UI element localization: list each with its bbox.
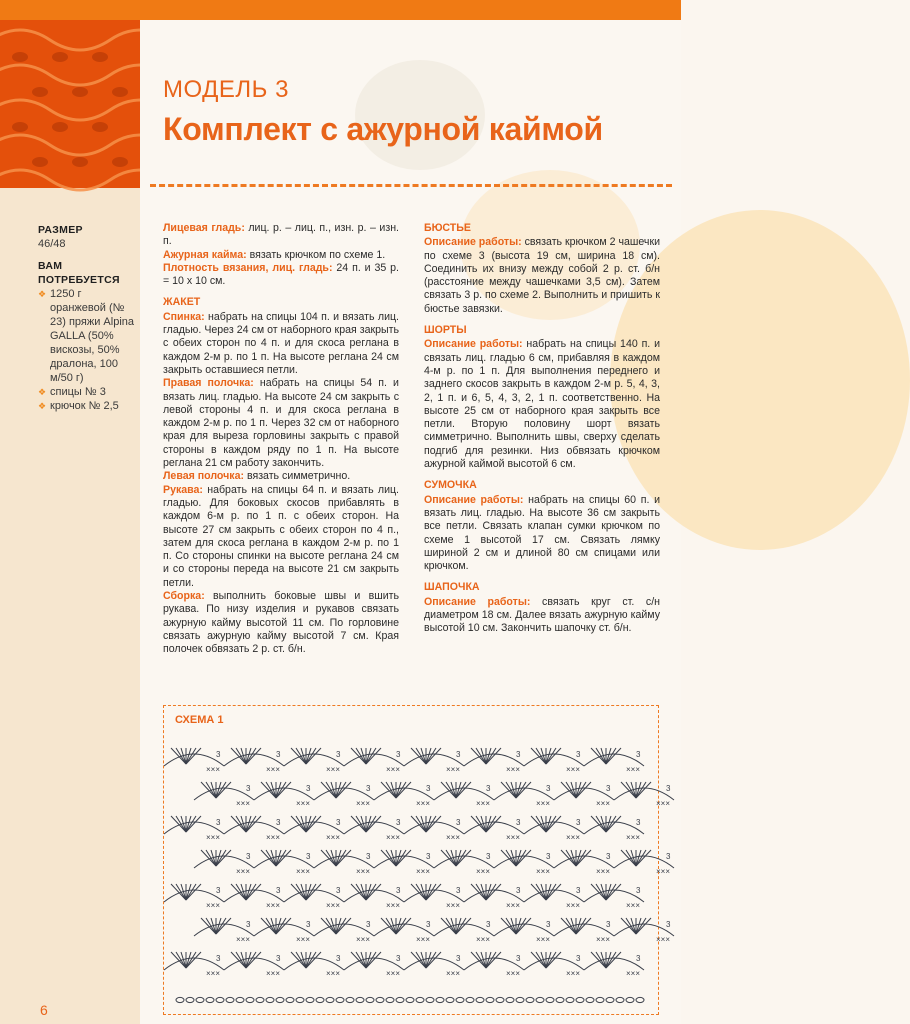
term: Рукава: <box>163 483 203 496</box>
text: 24 п. и 35 р. = 10 х 10 см. <box>163 261 400 288</box>
svg-text:×××: ××× <box>326 765 341 774</box>
term: Описание работы: <box>424 338 523 351</box>
crochet-chart <box>163 705 671 1015</box>
svg-text:3: 3 <box>276 818 281 827</box>
svg-text:×××: ××× <box>386 765 401 774</box>
svg-text:3: 3 <box>216 886 221 895</box>
svg-text:3: 3 <box>666 920 671 929</box>
svg-text:×××: ××× <box>626 765 641 774</box>
svg-text:3: 3 <box>276 886 281 895</box>
svg-text:3: 3 <box>546 920 551 929</box>
svg-text:3: 3 <box>636 886 641 895</box>
svg-text:3: 3 <box>606 784 611 793</box>
text: набрать на спицы 60 п. и вязать лиц. гладью. На высоте 36 см закрыть все петли. Связать клапан сумки крючком по схеме 1 высотой 17 см. Связать лямку шириной 2 см и длиной 80 см спицами или крючком. <box>424 493 661 573</box>
svg-text:3: 3 <box>216 818 221 827</box>
svg-text:3: 3 <box>306 920 311 929</box>
svg-text:3: 3 <box>396 750 401 759</box>
term: Спинка: <box>163 310 205 323</box>
term: Описание работы: <box>424 236 522 249</box>
svg-text:×××: ××× <box>326 901 341 910</box>
text: выполнить боковые швы и вшить рукава. По низу изделия и рукавов связать ажурную кайму высотой 11 см. По горловине связать ажурную кайму высотой 7 см. Края полочек обвязать 2 р. ст. б/н. <box>163 590 399 656</box>
paragraph <box>163 377 399 470</box>
svg-text:3: 3 <box>546 852 551 861</box>
materials-item: ❖ крючок № 2,5 <box>38 399 138 413</box>
svg-text:×××: ××× <box>206 901 221 910</box>
needed-label: ВАМ <box>38 260 63 272</box>
paragraph <box>163 484 399 590</box>
model-number: МОДЕЛЬ 3 <box>163 76 289 103</box>
svg-text:3: 3 <box>576 750 581 759</box>
svg-text:3: 3 <box>486 784 491 793</box>
svg-text:3: 3 <box>336 750 341 759</box>
svg-text:×××: ××× <box>596 799 611 808</box>
svg-text:3: 3 <box>336 954 341 963</box>
svg-text:×××: ××× <box>446 833 461 842</box>
svg-text:×××: ××× <box>626 969 641 978</box>
svg-text:×××: ××× <box>416 867 431 876</box>
svg-text:3: 3 <box>516 886 521 895</box>
svg-text:×××: ××× <box>236 799 251 808</box>
section-heading: ШОРТЫ <box>424 324 467 337</box>
svg-text:×××: ××× <box>596 935 611 944</box>
page-number: 6 <box>40 1002 48 1018</box>
svg-text:3: 3 <box>396 886 401 895</box>
svg-text:×××: ××× <box>386 969 401 978</box>
term: Описание работы: <box>424 493 524 506</box>
paragraph <box>163 262 399 289</box>
svg-text:3: 3 <box>606 920 611 929</box>
svg-text:3: 3 <box>576 954 581 963</box>
section-heading: БЮСТЬЕ <box>424 222 471 234</box>
svg-text:×××: ××× <box>416 935 431 944</box>
svg-text:×××: ××× <box>656 867 671 876</box>
svg-text:3: 3 <box>216 954 221 963</box>
svg-text:3: 3 <box>456 886 461 895</box>
paragraph <box>163 590 399 656</box>
svg-text:3: 3 <box>606 852 611 861</box>
svg-text:×××: ××× <box>446 969 461 978</box>
svg-text:×××: ××× <box>566 901 581 910</box>
svg-text:×××: ××× <box>206 969 221 978</box>
svg-text:3: 3 <box>516 954 521 963</box>
svg-text:×××: ××× <box>266 969 281 978</box>
page-title: Комплект с ажурной каймой <box>163 111 603 147</box>
needed-label: ПОТРЕБУЕТСЯ <box>38 274 120 286</box>
paragraph <box>163 249 399 262</box>
paragraph <box>163 311 399 377</box>
svg-text:×××: ××× <box>356 935 371 944</box>
svg-text:×××: ××× <box>626 901 641 910</box>
svg-text:3: 3 <box>546 784 551 793</box>
text: вязать крючком по схеме 1. <box>246 248 386 261</box>
svg-text:×××: ××× <box>206 833 221 842</box>
svg-text:3: 3 <box>426 852 431 861</box>
term: Правая полочка: <box>163 377 254 390</box>
svg-text:3: 3 <box>396 954 401 963</box>
paragraph <box>163 222 399 249</box>
section-heading: ШАПОЧКА <box>424 581 480 594</box>
paragraph <box>424 338 660 471</box>
svg-text:×××: ××× <box>296 935 311 944</box>
svg-text:×××: ××× <box>536 799 551 808</box>
svg-text:3: 3 <box>426 920 431 929</box>
svg-text:×××: ××× <box>356 867 371 876</box>
svg-text:×××: ××× <box>296 799 311 808</box>
section-heading: СУМОЧКА <box>424 479 477 492</box>
svg-text:×××: ××× <box>236 867 251 876</box>
svg-text:3: 3 <box>366 784 371 793</box>
svg-text:×××: ××× <box>536 935 551 944</box>
text: связать крючком 2 чашечки по схеме 3 (высота 19 см, ширина 18 см). Соединить их внизу между собой 2 р. ст. б/н (расстояние между чашечками 3,5 см). Затем связать 3 р. по схеме 2. Выполнить и пришить к бюстье завязки. <box>424 236 660 315</box>
svg-text:×××: ××× <box>566 969 581 978</box>
svg-text:3: 3 <box>456 750 461 759</box>
term: Лицевая гладь: <box>163 222 245 234</box>
svg-text:×××: ××× <box>206 765 221 774</box>
materials-sidebar <box>38 223 138 413</box>
svg-text:×××: ××× <box>386 833 401 842</box>
materials-item: ❖ 1250 г оранжевой (№ 23) пряжи Alpina GALLA (50% вискозы, 50% дралона, 100 м/50 г) <box>38 287 138 385</box>
svg-text:3: 3 <box>426 784 431 793</box>
svg-text:3: 3 <box>456 954 461 963</box>
size-value: 46/48 <box>38 238 66 250</box>
section-heading: ЖАКЕТ <box>163 296 201 309</box>
svg-text:×××: ××× <box>446 765 461 774</box>
svg-text:×××: ××× <box>476 799 491 808</box>
svg-text:×××: ××× <box>236 935 251 944</box>
term: Левая полочка: <box>163 470 244 483</box>
svg-text:3: 3 <box>336 886 341 895</box>
svg-text:3: 3 <box>216 750 221 759</box>
svg-text:×××: ××× <box>506 969 521 978</box>
svg-text:3: 3 <box>246 852 251 861</box>
svg-text:×××: ××× <box>566 765 581 774</box>
svg-text:3: 3 <box>576 886 581 895</box>
svg-text:3: 3 <box>666 784 671 793</box>
paragraph <box>424 494 660 574</box>
paragraph <box>424 236 660 316</box>
svg-text:×××: ××× <box>266 765 281 774</box>
svg-text:3: 3 <box>336 818 341 827</box>
svg-text:3: 3 <box>306 784 311 793</box>
svg-text:3: 3 <box>636 818 641 827</box>
svg-text:×××: ××× <box>596 867 611 876</box>
text: набрать на спицы 64 п. и вязать лиц. гладью. Для боковых скосов прибавлять в каждом 6-м р. по 1 п. с обеих сторон. На высоте 27 см закрыть с обеих сторон по 4 п., затем для скоса реглана в каждом 2-м р. по 1 п. Со стороны спинки на высоте реглана 24 см и со стороны переда на высоте 21 см закрыть петли. <box>163 483 399 589</box>
svg-text:3: 3 <box>516 750 521 759</box>
chart-title: СХЕМА 1 <box>175 714 224 726</box>
lace-texture-image <box>0 20 140 188</box>
svg-text:3: 3 <box>366 920 371 929</box>
svg-text:×××: ××× <box>506 901 521 910</box>
svg-text:3: 3 <box>366 852 371 861</box>
svg-text:×××: ××× <box>266 901 281 910</box>
svg-text:×××: ××× <box>506 833 521 842</box>
svg-text:×××: ××× <box>446 901 461 910</box>
term: Плотность вязания, лиц. гладь: <box>163 261 333 274</box>
materials-item: ❖ спицы № 3 <box>38 385 138 399</box>
crochet-chart-drawing <box>174 734 671 1006</box>
svg-text:×××: ××× <box>656 799 671 808</box>
paragraph <box>163 470 399 483</box>
svg-text:3: 3 <box>396 818 401 827</box>
svg-text:3: 3 <box>486 920 491 929</box>
text: лиц. р. – лиц. п., изн. р. – изн. п. <box>163 222 399 248</box>
svg-text:3: 3 <box>636 750 641 759</box>
svg-text:×××: ××× <box>566 833 581 842</box>
svg-text:3: 3 <box>486 852 491 861</box>
svg-text:×××: ××× <box>356 799 371 808</box>
term: Сборка: <box>163 590 205 603</box>
svg-text:3: 3 <box>246 784 251 793</box>
text: связать круг ст. с/н диаметром 18 см. Далее вязать ажурную кайму высотой 10 см. Закончить шапочку ст. б/н. <box>424 595 661 635</box>
svg-text:×××: ××× <box>326 969 341 978</box>
svg-text:×××: ××× <box>266 833 281 842</box>
svg-text:3: 3 <box>636 954 641 963</box>
svg-text:3: 3 <box>276 954 281 963</box>
title-divider <box>150 184 672 187</box>
svg-text:×××: ××× <box>476 935 491 944</box>
svg-text:×××: ××× <box>626 833 641 842</box>
svg-text:3: 3 <box>306 852 311 861</box>
svg-text:3: 3 <box>246 920 251 929</box>
svg-text:×××: ××× <box>326 833 341 842</box>
text: набрать на спицы 140 п. и связать лиц. гладью 6 см, прибавляя в каждом 4-м р. по 1 п. Для выполнения переднего и заднего скосов закрыть в каждом 2-м р. 5, 4, 3, 2, 1 п. и 6, 5, 4, 3, 2, 1 п. соответственно. На высоте 25 см от наборного края закрыть все петли. Вторую половину шорт вязать симметрично. Выполнить швы, сверху сделать подгиб для резинки. Низ обвязать крючком ажурной каймой высотой 6 см. <box>424 338 661 471</box>
svg-text:×××: ××× <box>296 867 311 876</box>
text-column-right <box>424 222 660 636</box>
text: вязать симметрично. <box>244 470 351 483</box>
svg-text:×××: ××× <box>476 867 491 876</box>
svg-text:×××: ××× <box>656 935 671 944</box>
size-label: РАЗМЕР <box>38 224 83 236</box>
text: набрать на спицы 54 п. и вязать лиц. гладью. На высоте 24 см закрыть с левой стороны 4 п. и для скоса реглана в каждом 2-м р. по 1 п. Через 32 см от наборного края для выреза горловины закрыть с правой стороны в каждом ряду по 1 п. На высоте реглана 21 см работу закончить. <box>163 377 399 470</box>
term: Ажурная кайма: <box>163 248 247 261</box>
paragraph <box>424 596 660 636</box>
svg-text:3: 3 <box>516 818 521 827</box>
term: Описание работы: <box>424 595 531 608</box>
svg-text:3: 3 <box>576 818 581 827</box>
svg-text:×××: ××× <box>536 867 551 876</box>
svg-text:×××: ××× <box>416 799 431 808</box>
top-color-bar <box>0 0 681 20</box>
svg-text:3: 3 <box>456 818 461 827</box>
text-column-left <box>163 222 399 657</box>
svg-text:3: 3 <box>666 852 671 861</box>
svg-text:×××: ××× <box>386 901 401 910</box>
svg-text:3: 3 <box>276 750 281 759</box>
text: набрать на спицы 104 п. и вязать лиц. гладью. Через 24 см от наборного края закрыть с обеих сторон по 4 п. и для скоса реглана в каждом 2-м р. по 1 п. На высоте реглана 24 см закрыть оставшиеся петли. <box>163 310 399 376</box>
svg-text:×××: ××× <box>506 765 521 774</box>
